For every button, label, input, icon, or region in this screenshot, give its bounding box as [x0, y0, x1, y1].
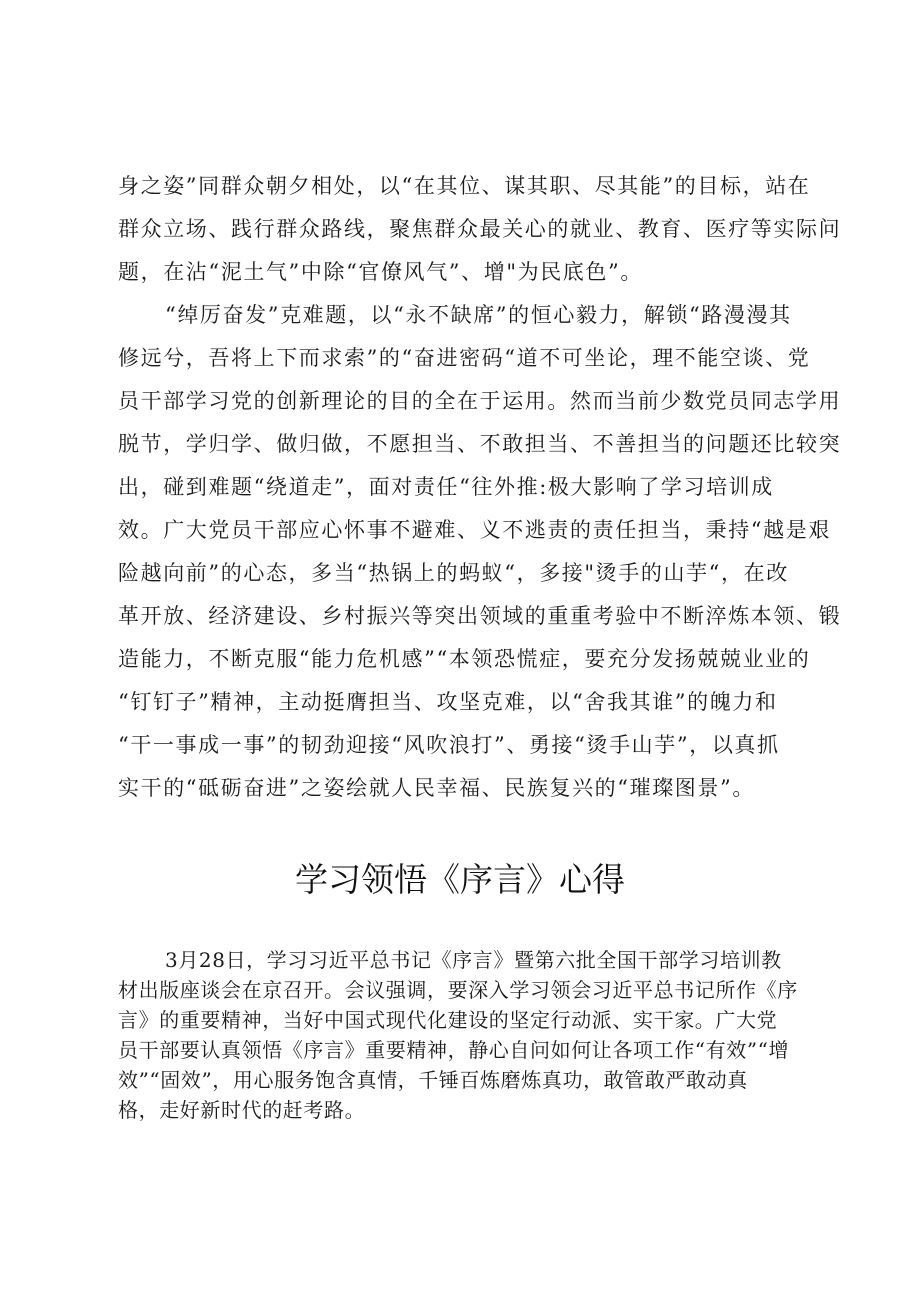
paragraph-line: “钉钉子”精神，主动挺膺担当、攻坚克难，以“舍我其谁”的魄力和 — [118, 690, 778, 714]
paragraph-line: 言》的重要精神，当好中国式现代化建设的坚定行动派、实干家。广大党 — [118, 1008, 778, 1032]
paragraph-line: 题，在沾“泥土气”中除“官僚风气”、增"为民底色”。 — [118, 260, 643, 284]
paragraph-line: 效”“固效”，用心服务饱含真情，千锤百炼磨炼真功，敢管敢严敢动真 — [118, 1068, 748, 1092]
paragraph-line: 实干的“砥砺奋进”之姿绘就人民幸福、民族复兴的“璀璨图景”。 — [118, 776, 755, 800]
paragraph-line: 身之姿”同群众朝夕相处，以“在其位、谋其职、尽其能”的目标，站在 — [118, 174, 811, 198]
paragraph-line: 群众立场、践行群众路线，聚焦群众最关心的就业、教育、医疗等实际问 — [118, 217, 842, 241]
paragraph-line: 材出版座谈会在京召开。会议强调，要深入学习领会习近平总书记所作《序 — [118, 978, 798, 1002]
paragraph-line: 革开放、经济建设、乡村振兴等突出领域的重重考验中不断淬炼本领、锻 — [118, 604, 842, 628]
paragraph-line: 脱节，学归学、做归做，不愿担当、不敢担当、不善担当的问题还比较突 — [118, 432, 842, 456]
paragraph-line: 修远兮，吾将上下而求索”的“奋进密码“道不可坐论，理不能空谈、党 — [118, 346, 811, 370]
paragraph-line: 造能力，不断克服“能力危机感”“本领恐慌症，要充分发扬兢兢业业的 — [118, 647, 811, 671]
paragraph-line: “干一事成一事”的韧劲迎接“风吹浪打”、勇接“烫手山芋”，以真抓 — [118, 733, 780, 757]
paragraph-line: 员干部要认真领悟《序言》重要精神，静心自问如何让各项工作“有效”“增 — [118, 1038, 790, 1062]
paragraph-line: “绰厉奋发”克难题，以“永不缺席”的恒心毅力，解锁“路漫漫其 — [165, 303, 792, 327]
paragraph-line: 员干部学习党的创新理论的目的全在于运用。然而当前少数党员同志学用 — [118, 389, 842, 413]
paragraph-line: 出，碰到难题“绕道走”，面对责任“往外推:极大影响了学习培训成 — [118, 475, 774, 499]
paragraph-line: 3月28日，学习习近平总书记《序言》暨第六批全国干部学习培训教 — [165, 948, 782, 972]
paragraph-line: 格，走好新时代的赶考路。 — [118, 1098, 366, 1122]
paragraph-line: 险越向前”的心态，多当“热锅上的蚂蚁“，多接"烫手的山芋“，在改 — [118, 561, 789, 585]
paragraph-line: 效。广大党员干部应心怀事不避难、义不逃责的责任担当，秉持“越是艰 — [118, 518, 831, 542]
section-title: 学习领悟《序言》心得 — [295, 860, 625, 899]
